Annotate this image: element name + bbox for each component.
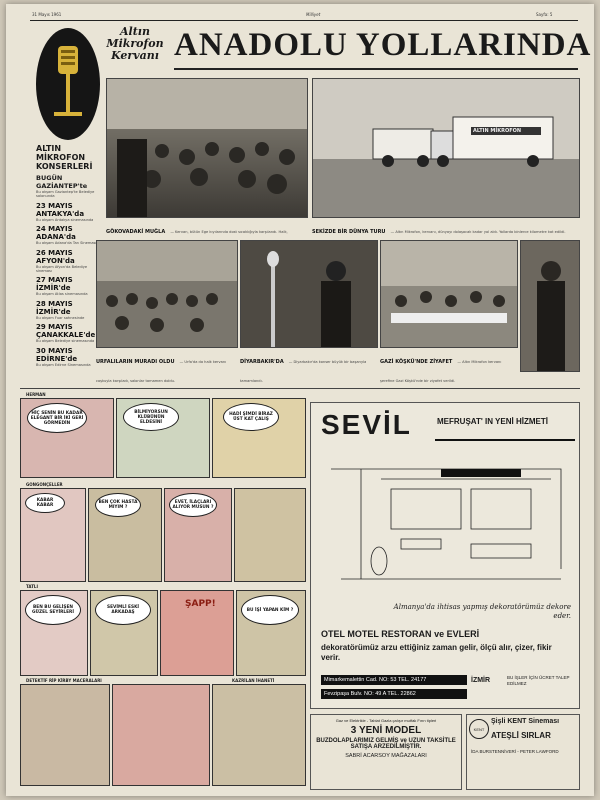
caption-mugla: GÖKOVADAKİ MUĞLA — Kervan, bütün Ege kıyılarında dost sıcaklığıyla karşılandı. Halk, bbox=[106, 229, 288, 235]
newspaper-page bbox=[6, 4, 594, 796]
ad-sevil-line2: dekoratörümüz arzu ettiğiniz zaman gelir, ölçü alır, çizer, fikir verir. bbox=[321, 643, 552, 662]
schedule-item: 30 MAYIS EDİRNE'de Bu akşam Edirne Sinemasında bbox=[36, 346, 91, 367]
comic-title-4b: KAZRİLAN İHANETİ bbox=[232, 678, 275, 683]
ad-sevil-addr1: Mimarkemalettin Cad. NO: 53 TEL. 24177 bbox=[321, 675, 467, 685]
kent-logo-icon: KENT bbox=[469, 719, 489, 739]
comic-panel: EVET, İLAÇLARI ALIYOR MUSUN ? bbox=[164, 488, 232, 582]
audience-illustration bbox=[97, 241, 237, 347]
comic-title-2: GONGONÇELLER bbox=[26, 482, 63, 487]
photo-diyarbakir bbox=[240, 240, 378, 348]
truck-illustration bbox=[313, 79, 579, 217]
page-number: Sayfa: 5 bbox=[536, 12, 553, 17]
comic-panel bbox=[234, 488, 306, 582]
schedule-item: 29 MAYIS ÇANAKKALE'de Bu akşam Belediye sinemasında bbox=[36, 323, 96, 344]
comic-panel bbox=[212, 684, 306, 786]
ad-sevil bbox=[310, 402, 580, 709]
caption-world-tour: SEKİZDE BİR DÜNYA TURU — Altın Mikrofon, kervanı, dünyayı dolaşacak kadar yol aldı. Yollarda binlerce kilometre kat edildi. bbox=[312, 229, 566, 235]
ad-sevil-rule bbox=[435, 439, 575, 441]
ad-sevil-note: BU İŞLER İÇİN ÜCRET TALEP EDİLMEZ bbox=[507, 675, 570, 686]
crowd-illustration bbox=[107, 79, 307, 217]
issue-date: 31 Mayıs 1961 bbox=[32, 12, 62, 17]
ad-sevil-tagline: MEFRUŞAT' IN YENİ HİZMETİ bbox=[437, 417, 548, 426]
ad-sevil-sub: Almanya'da ihtisas yapmış dekoratörümüz dekore eder. bbox=[393, 603, 571, 620]
ad-cinema bbox=[466, 714, 580, 790]
comic-panel: BEN ÇOK HASTA MIYIM ? bbox=[88, 488, 162, 582]
caption-urfa: URFALILARIN MURADI OLDU — Urfa'da da halk kervanı coşkuyla karşıladı, salonlar tamamen doldu. bbox=[96, 359, 227, 383]
microphone-logo bbox=[36, 28, 100, 140]
comic-panel: HADİ ŞİMDİ BİRAZ ÜST KAT ÇALIŞ bbox=[212, 398, 306, 478]
ad-sevil-addr2: Fevzipaşa Bulv. NO: 49 A TEL. 22862 bbox=[321, 689, 467, 699]
comic-title-4: DETEKTİF RİP KİRBY MACERALARI bbox=[26, 678, 102, 683]
comic-title-3: TATLI bbox=[26, 584, 38, 589]
comic-panel: KABAR KABAR bbox=[20, 488, 86, 582]
ad-ref-title: 3 YENİ MODEL bbox=[350, 725, 422, 736]
caption-gazi: GAZİ KÖŞKÜ'NDE ZİYAFET — Altın Mikrofon kervanı şerefine Gazi Köşkü'nde bir ziyafet verildi. bbox=[380, 359, 502, 383]
ad-ref-line1: Gaz ve Elektrikle - Tabiat Gazla çalışır mutfak Fırın tipleri bbox=[335, 718, 437, 723]
comic-panel: BEN BU GELİŞEN GÜZEL SEYİRLERİ bbox=[20, 590, 88, 676]
schedule-item: 24 MAYIS ADANA'da Bu akşam Adana'da Tan Sineması bbox=[36, 225, 97, 246]
ad-ref-line2: BUZDOLAPLARIMIZ GELMİŞ ve UZUN TAKSİTLE bbox=[316, 738, 456, 744]
interior-drawing bbox=[321, 449, 571, 599]
caption-diyarbakir: DİYARBAKIR'DA — Diyarbakır'da konser büyük bir başarıyla tamamlandı. bbox=[240, 359, 367, 383]
headline-rule bbox=[174, 68, 578, 70]
schedule-item: 27 MAYIS İZMİR'de Bu akşam Atlas sinemasında bbox=[36, 276, 88, 297]
schedule-today: BUGÜN GAZİANTEP'te bbox=[36, 174, 88, 190]
photo-singer bbox=[520, 240, 580, 372]
comic-panel: BİLMİYORSUN KLÜBÜNÜN ELDESİNİ bbox=[116, 398, 210, 478]
comic-panel bbox=[20, 684, 110, 786]
comic-panel bbox=[112, 684, 210, 786]
ad-sevil-brand: SEVİL bbox=[321, 409, 412, 440]
schedule-item: 26 MAYIS AFYON'da Bu akşam Afyon'da Belediye sineması bbox=[36, 248, 88, 274]
comic-panel: HİÇ SENİN BU KADAR ELEGANT BİR İKİ GERİ GÖRMEDİN bbox=[20, 398, 114, 478]
microphone-icon bbox=[36, 28, 100, 140]
section-divider bbox=[20, 388, 580, 389]
ad-sevil-city: İZMİR bbox=[471, 677, 491, 684]
kicker: Altın Mikrofon Kervanı bbox=[106, 25, 164, 62]
photo-caravan-trucks bbox=[312, 78, 580, 218]
photo-crowd-mugla bbox=[106, 78, 308, 218]
ad-cinema-cast: İDA BURSTENNİVERİ - PETER LAWFORD bbox=[471, 749, 559, 754]
banquet-illustration bbox=[381, 241, 517, 347]
ad-ref-line3: SATIŞA ARZEDİLMİŞTİR. bbox=[350, 744, 422, 750]
truck-lettering: ALTIN MİKROFON bbox=[473, 128, 522, 134]
performer-illustration bbox=[521, 241, 579, 371]
singer-illustration bbox=[241, 241, 377, 347]
ad-cinema-film: ATEŞLİ SIRLAR bbox=[491, 731, 551, 740]
schedule-item: 23 MAYIS ANTAKYA'da Bu akşam Antakya sinemasında bbox=[36, 201, 94, 222]
concert-schedule: ALTIN MİKROFON KONSERLERİ BUGÜN GAZİANTEP'te Bu akşam Gaziantep'te Belediye salonunda 23 MAYIS ANTAKYA'da Bu akşam Antakya sinemasında 24 MAYIS ADANA'da Bu akşam Adana'da Tan Sineması 26 MAYIS AFYON'da Bu akşam Afyon'da Belediye sineması 27 MAYIS İZMİR'de Bu akşam Atlas sinemasında 28 MAYIS İZMİR'de Bu akşam Fuar sahnesinde 29 MAYIS ÇANAKKALE'de Bu akşam Belediye sinemasında 30 MAYIS EDİRNE'de Bu akşam Edirne Sinemasında bbox=[36, 144, 102, 367]
schedule-title: ALTIN MİKROFON KONSERLERİ bbox=[36, 144, 93, 171]
ad-cinema-brand: Şişli KENT Sineması bbox=[491, 718, 560, 725]
paper-name: Milliyet bbox=[306, 12, 321, 17]
ad-refrigerator bbox=[310, 714, 462, 790]
schedule-item: 28 MAYIS İZMİR'de Bu akşam Fuar sahnesinde bbox=[36, 299, 85, 320]
comic-title-1: HERMAN bbox=[26, 392, 46, 397]
header-rule bbox=[30, 20, 578, 21]
ad-sevil-line1: OTEL MOTEL RESTORAN ve EVLERİ bbox=[321, 629, 480, 639]
headline: ANADOLU YOLLARINDA bbox=[174, 27, 592, 63]
ad-ref-sig: SABRİ ACARSOY MAĞAZALARI bbox=[345, 753, 427, 759]
photo-gazi-kosku bbox=[380, 240, 518, 348]
comic-panel: BU İŞİ YAPAN KİM ? bbox=[236, 590, 306, 676]
comic-panel: ŞAPP! bbox=[160, 590, 234, 676]
photo-urfa bbox=[96, 240, 238, 348]
comic-panel: SEVİMLİ ESKİ ARKADAŞ bbox=[90, 590, 158, 676]
